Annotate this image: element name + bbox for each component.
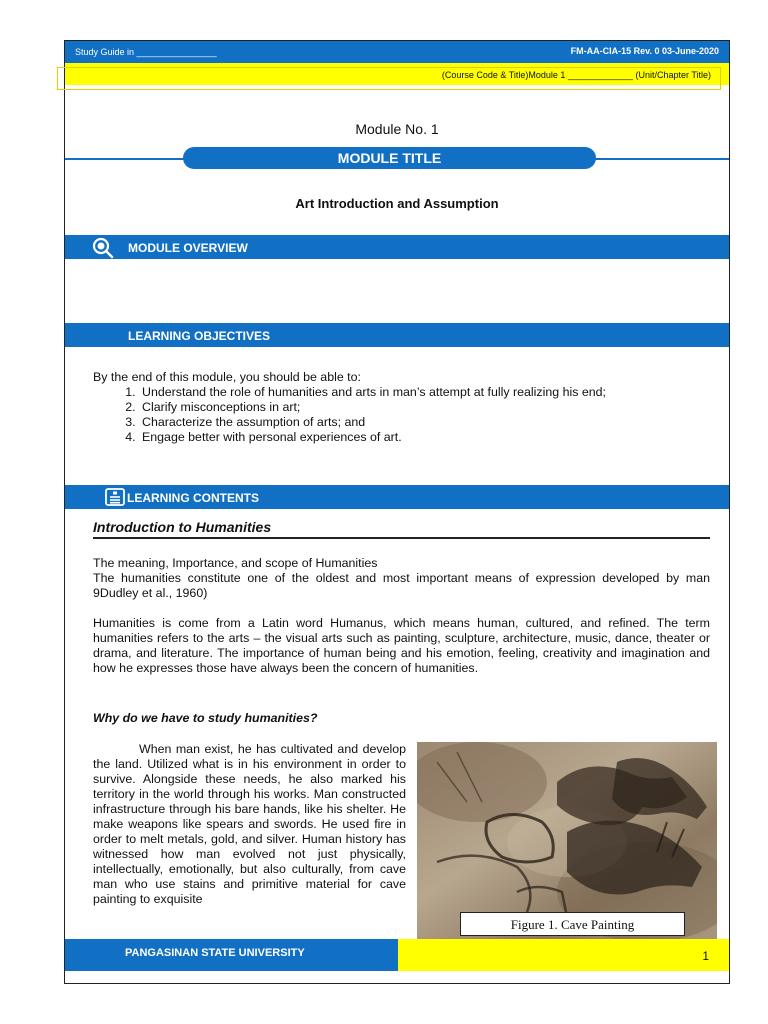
header-bar (65, 41, 729, 63)
learning-objectives-label: LEARNING OBJECTIVES (128, 329, 271, 343)
study-guide-label: Study Guide in ________________ (75, 47, 217, 57)
learning-contents-header (65, 485, 729, 509)
page-number: 1 (702, 949, 709, 963)
module-title-label: MODULE TITLE (183, 147, 596, 169)
magnifier-icon (91, 237, 115, 262)
why-heading: Why do we have to study humanities? (93, 711, 318, 725)
objectives-intro: By the end of this module, you should be able to: (93, 370, 361, 384)
university-name: PANGASINAN STATE UNIVERSITY (125, 947, 305, 959)
cave-painting-image (417, 742, 717, 940)
page-title: Art Introduction and Assumption (295, 196, 499, 211)
footer-university (65, 939, 398, 971)
list-item: 2. Clarify misconceptions in art; (139, 400, 710, 415)
module-overview-header (65, 235, 729, 259)
learning-objectives-header (65, 323, 729, 347)
course-line: (Course Code & Title)Module 1 _____________ (Unit/Chapter Title) (441, 70, 711, 80)
objectives-block (93, 370, 710, 445)
course-bar-outline (57, 67, 721, 90)
form-code: FM-AA-CIA-15 Rev. 0 03-June-2020 (570, 46, 719, 56)
module-number: Module No. 1 (355, 121, 439, 137)
objectives-list (93, 385, 710, 445)
list-item: 1. Understand the role of humanities and arts in man’s attempt at fully realizing his end; (139, 385, 710, 400)
figure-caption: Figure 1. Cave Painting (460, 912, 685, 936)
document-page (64, 40, 730, 984)
module-overview-label: MODULE OVERVIEW (128, 241, 248, 255)
list-item: 3. Characterize the assumption of arts; and (139, 415, 710, 430)
humanus-paragraph: Humanities is come from a Latin word Humanus, which means human, cultured, and refined. The term humanities refers to the arts – the visual arts such as painting, sculpture, architecture, music, dance, theater or drama, and literature. The importance of human being and his emotion, feeling, creativity and imagination and how he expresses those have always been the concern of humanities. (93, 616, 710, 675)
document-list-icon (105, 488, 125, 509)
meaning-paragraph (93, 556, 710, 601)
why-text: When man exist, he has cultivated and develop the land. Utilized what is in his environment in order to survive. Alongside these needs, he also marked his territory in the world through his works. Man constructed infrastructure through his bare hands, like his shelter. He make weapons like spears and swords. He used fire in order to melt metals, gold, and silver. Human history has witnessed how man evolved not just physically, intellectually, emotionally, but also culturally, from cave man who use stains and primitive material for cave painting to exquisite (93, 742, 406, 906)
meaning-heading: The meaning, Importance, and scope of Humanities (93, 556, 378, 570)
section-heading: Introduction to Humanities (93, 519, 710, 539)
why-paragraph (93, 742, 406, 907)
list-item: 4. Engage better with personal experiences of art. (139, 430, 710, 445)
footer-page (398, 939, 729, 971)
learning-contents-label: LEARNING CONTENTS (127, 491, 259, 505)
meaning-text: The humanities constitute one of the oldest and most important means of expression developed by man 9Dudley et al., 1960) (93, 571, 710, 600)
